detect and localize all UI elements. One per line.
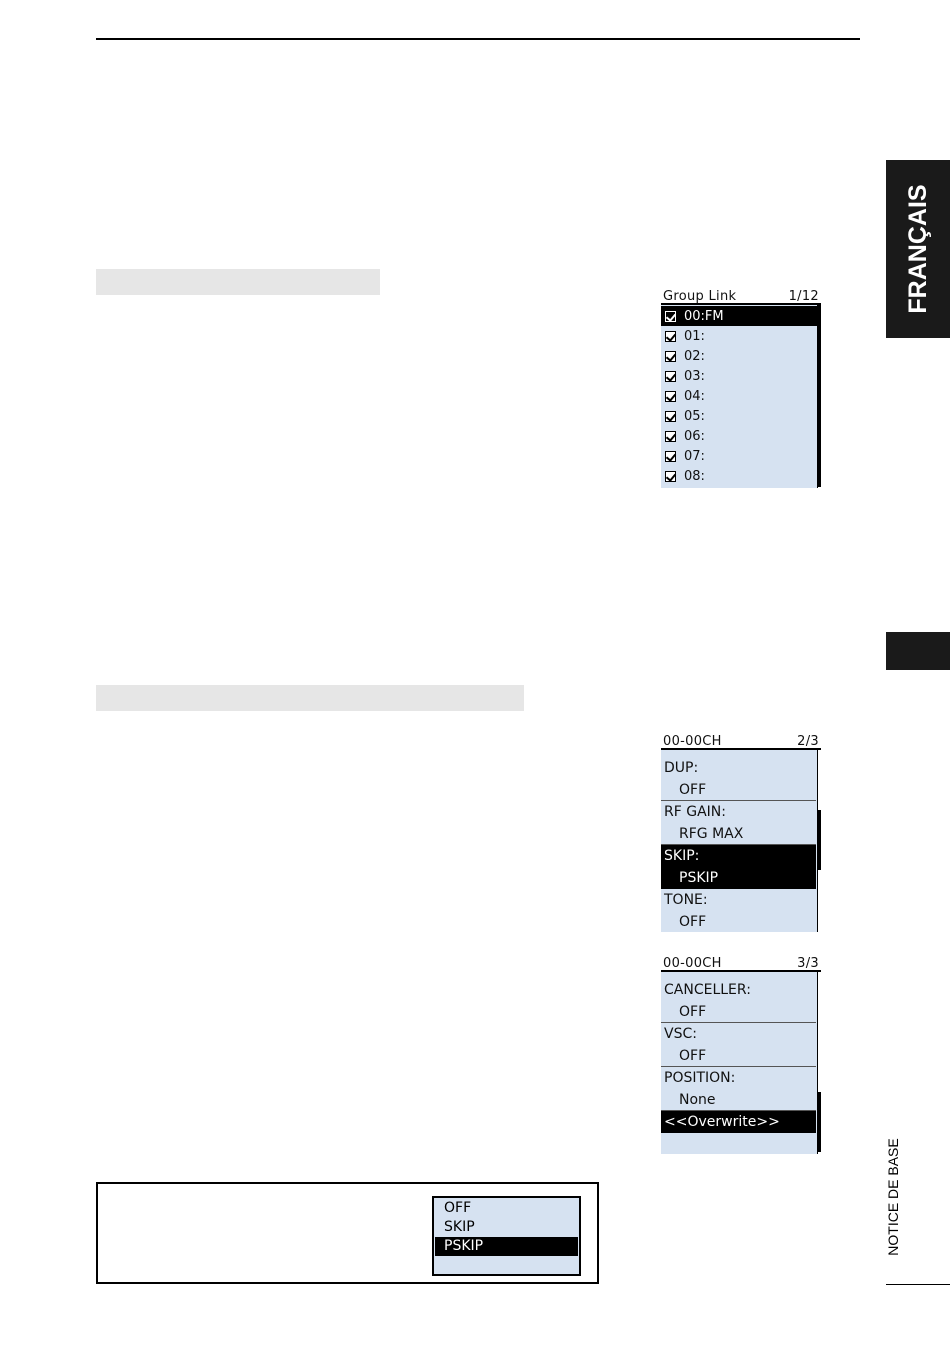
menu-item[interactable] [661, 801, 816, 845]
menu-item-value: OFF [679, 1004, 707, 1020]
screen-title: Group Link [663, 289, 737, 304]
overwrite-item[interactable]: <<Overwrite>> [661, 1111, 816, 1133]
checkbox-checked-icon[interactable] [665, 431, 676, 442]
checkbox-checked-icon[interactable] [665, 371, 676, 382]
menu-item[interactable] [661, 1067, 816, 1111]
menu-item-value: PSKIP [679, 870, 719, 886]
menu-item-label: CANCELLER: [664, 982, 751, 998]
checkbox-checked-icon[interactable] [665, 391, 676, 402]
menu-item-label: TONE: [664, 892, 708, 908]
language-tab [886, 160, 950, 338]
checkbox-checked-icon[interactable] [665, 351, 676, 362]
menu-item[interactable] [661, 845, 816, 889]
group-link-row[interactable] [661, 466, 821, 486]
group-link-screen [661, 289, 821, 488]
group-link-row[interactable] [661, 386, 821, 406]
group-link-row-label: 07: [684, 448, 705, 464]
page-indicator: 3/3 [797, 956, 819, 971]
scrollbar[interactable] [817, 305, 821, 488]
menu-item-value: OFF [679, 1048, 707, 1064]
group-link-row-label: 05: [684, 408, 705, 424]
menu-item-value: RFG MAX [679, 826, 744, 842]
group-link-row-label: 01: [684, 328, 705, 344]
lcd-header [661, 734, 821, 750]
scrollbar-thumb[interactable] [818, 305, 821, 487]
menu-item-value: None [679, 1092, 716, 1108]
skip-option[interactable]: PSKIP [435, 1237, 578, 1256]
group-link-row-label: 03: [684, 368, 705, 384]
menu-item[interactable] [661, 889, 816, 933]
scrollbar[interactable] [817, 972, 821, 1154]
group-link-row-label: 08: [684, 468, 705, 484]
lcd-body [661, 972, 821, 1154]
info-box [96, 1182, 599, 1284]
group-link-row[interactable] [661, 406, 821, 426]
page-indicator: 2/3 [797, 734, 819, 749]
group-link-row[interactable] [661, 426, 821, 446]
group-link-row[interactable] [661, 446, 821, 466]
screen-title: 00-00CH [663, 734, 722, 749]
scrollbar-thumb[interactable] [818, 1092, 821, 1152]
section-note-label: NOTICE DE BASE [885, 1138, 901, 1256]
lcd-body [661, 305, 821, 488]
checkbox-checked-icon[interactable] [665, 451, 676, 462]
checkbox-checked-icon[interactable] [665, 471, 676, 482]
chapter-tab [886, 632, 950, 670]
section-heading-bar-1 [96, 269, 380, 295]
lcd-body [661, 750, 821, 932]
group-link-row[interactable] [661, 346, 821, 366]
language-tab-label: FRANÇAIS [904, 184, 932, 314]
menu-item[interactable] [661, 757, 816, 801]
menu-item-value: OFF [679, 914, 707, 930]
skip-option-list [432, 1196, 581, 1276]
group-link-row-label: 06: [684, 428, 705, 444]
menu-item-value: OFF [679, 782, 707, 798]
menu-item-label: DUP: [664, 760, 699, 776]
checkbox-checked-icon[interactable] [665, 411, 676, 422]
menu-item-label: POSITION: [664, 1070, 736, 1086]
screen-title: 00-00CH [663, 956, 722, 971]
group-link-row[interactable] [661, 326, 821, 346]
skip-option[interactable]: OFF [444, 1200, 472, 1216]
skip-option[interactable]: SKIP [444, 1219, 475, 1235]
header-rule [96, 38, 860, 40]
group-link-row[interactable] [661, 366, 821, 386]
group-link-row-label: 04: [684, 388, 705, 404]
checkbox-checked-icon[interactable] [665, 331, 676, 342]
group-link-row-label: 00:FM [684, 308, 724, 324]
group-link-row-label: 02: [684, 348, 705, 364]
channel-screen-page-2 [661, 734, 821, 932]
group-link-row[interactable] [661, 306, 821, 326]
menu-item-label: VSC: [664, 1026, 697, 1042]
menu-item[interactable] [661, 1023, 816, 1067]
lcd-header [661, 289, 821, 305]
page-indicator: 1/12 [788, 289, 819, 304]
lcd-header [661, 956, 821, 972]
menu-item-label: RF GAIN: [664, 804, 726, 820]
menu-item[interactable] [661, 979, 816, 1023]
scrollbar-thumb[interactable] [818, 810, 821, 870]
channel-screen-page-3 [661, 956, 821, 1154]
menu-item-label: SKIP: [664, 848, 700, 864]
section-heading-bar-2 [96, 685, 524, 711]
scrollbar[interactable] [817, 750, 821, 932]
checkbox-checked-icon[interactable] [665, 311, 676, 322]
side-rule [886, 1284, 950, 1285]
